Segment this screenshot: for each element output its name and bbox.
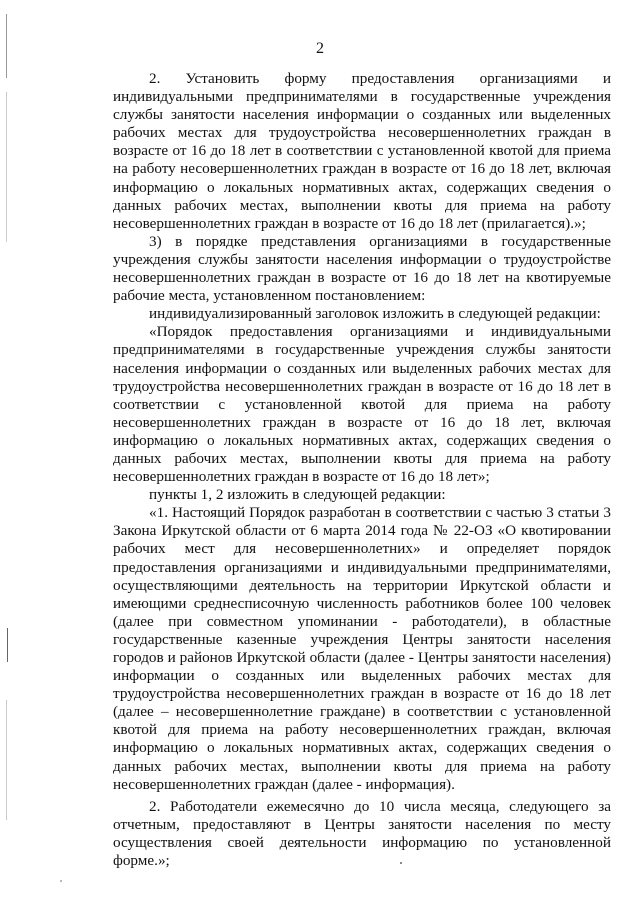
- scan-margin-line-middle: [7, 628, 8, 662]
- paragraph-point-1: «1. Настоящий Порядок разработан в соответствии с частью 3 статьи 3 Закона Иркутской области от 6 марта 2014 года № 22-ОЗ «О квотировании рабочих мест для несовершеннолетних» и определяет порядок предоставления организациями и индивидуальными предпринимателями, осуществляющими деятельность на территории Иркутской области и имеющими среднесписочную численность работников более 100 человек (далее при совместном упоминании - работодатели), в областные государственные казенные учреждения Центры занятости населения городов и районов Иркутской области (далее - Центры занятости населения) информации о созданных или выделенных рабочих местах для трудоустройства несовершеннолетних граждан в возрасте от 16 до 18 лет (далее – несовершеннолетние граждане) в соответствии с установленной квотой для приема на работу несовершеннолетних граждан, включая информацию о локальных нормативных актах, содержащих сведения о данных рабочих местах, выполнении квоты для приема на работу несовершеннолетних граждан (далее - информация).: [113, 504, 611, 793]
- paragraph-point-2: 2. Работодатели ежемесячно до 10 числа месяца, следующего за отчетным, предоставляют в Центры занятости населения по месту осуществления своей деятельности информацию по установленной форме.»;: [113, 797, 611, 870]
- paragraph-subitem-3-procedure: 3) в порядке представления организациями в государственные учреждения службы занятости населения информации о трудоустройстве несовершеннолетних граждан в возрасте от 16 до 18 лет на квотируемые рабочие места, установленном постановлением:: [113, 232, 611, 305]
- scan-margin-line-upper: [6, 92, 7, 242]
- paragraph-heading-instruction: индивидуализированный заголовок изложить в следующей редакции:: [149, 305, 601, 323]
- paragraph-item-2-form: 2. Установить форму предоставления организациями и индивидуальными предпринимателями в государственные учреждения службы занятости населения информации о созданных или выделенных рабочих местах для трудоустройства несовершеннолетних граждан в возрасте от 16 до 18 лет в соответствии с установленной квотой для приема на работу несовершеннолетних граждан в возрасте от 16 до 18 лет, включая информацию о локальных нормативных актах, содержащих сведения о данных рабочих местах, выполнении квоты для приема на работу несовершеннолетних граждан в возрасте от 16 до 18 лет (прилагается).»;: [113, 70, 611, 232]
- paragraph-new-heading: «Порядок предоставления организациями и индивидуальными предпринимателями в государственные учреждения службы занятости населения информации о созданных или выделенных рабочих местах для трудоустройства несовершеннолетних граждан в возрасте от 16 до 18 лет в соответствии с установленной квотой для приема на работу несовершеннолетних граждан в возрасте от 16 до 18 лет, включая информацию о локальных нормативных актах, содержащих сведения о данных рабочих местах, выполнении квоты для приема на работу несовершеннолетних граждан в возрасте от 16 до 18 лет»;: [113, 323, 611, 486]
- page-number: 2: [316, 40, 324, 57]
- document-body: [113, 70, 611, 870]
- scan-dot: [60, 880, 62, 882]
- scan-margin-line-lower: [6, 700, 7, 820]
- paragraph-points-instruction: пункты 1, 2 изложить в следующей редакции:: [149, 486, 446, 504]
